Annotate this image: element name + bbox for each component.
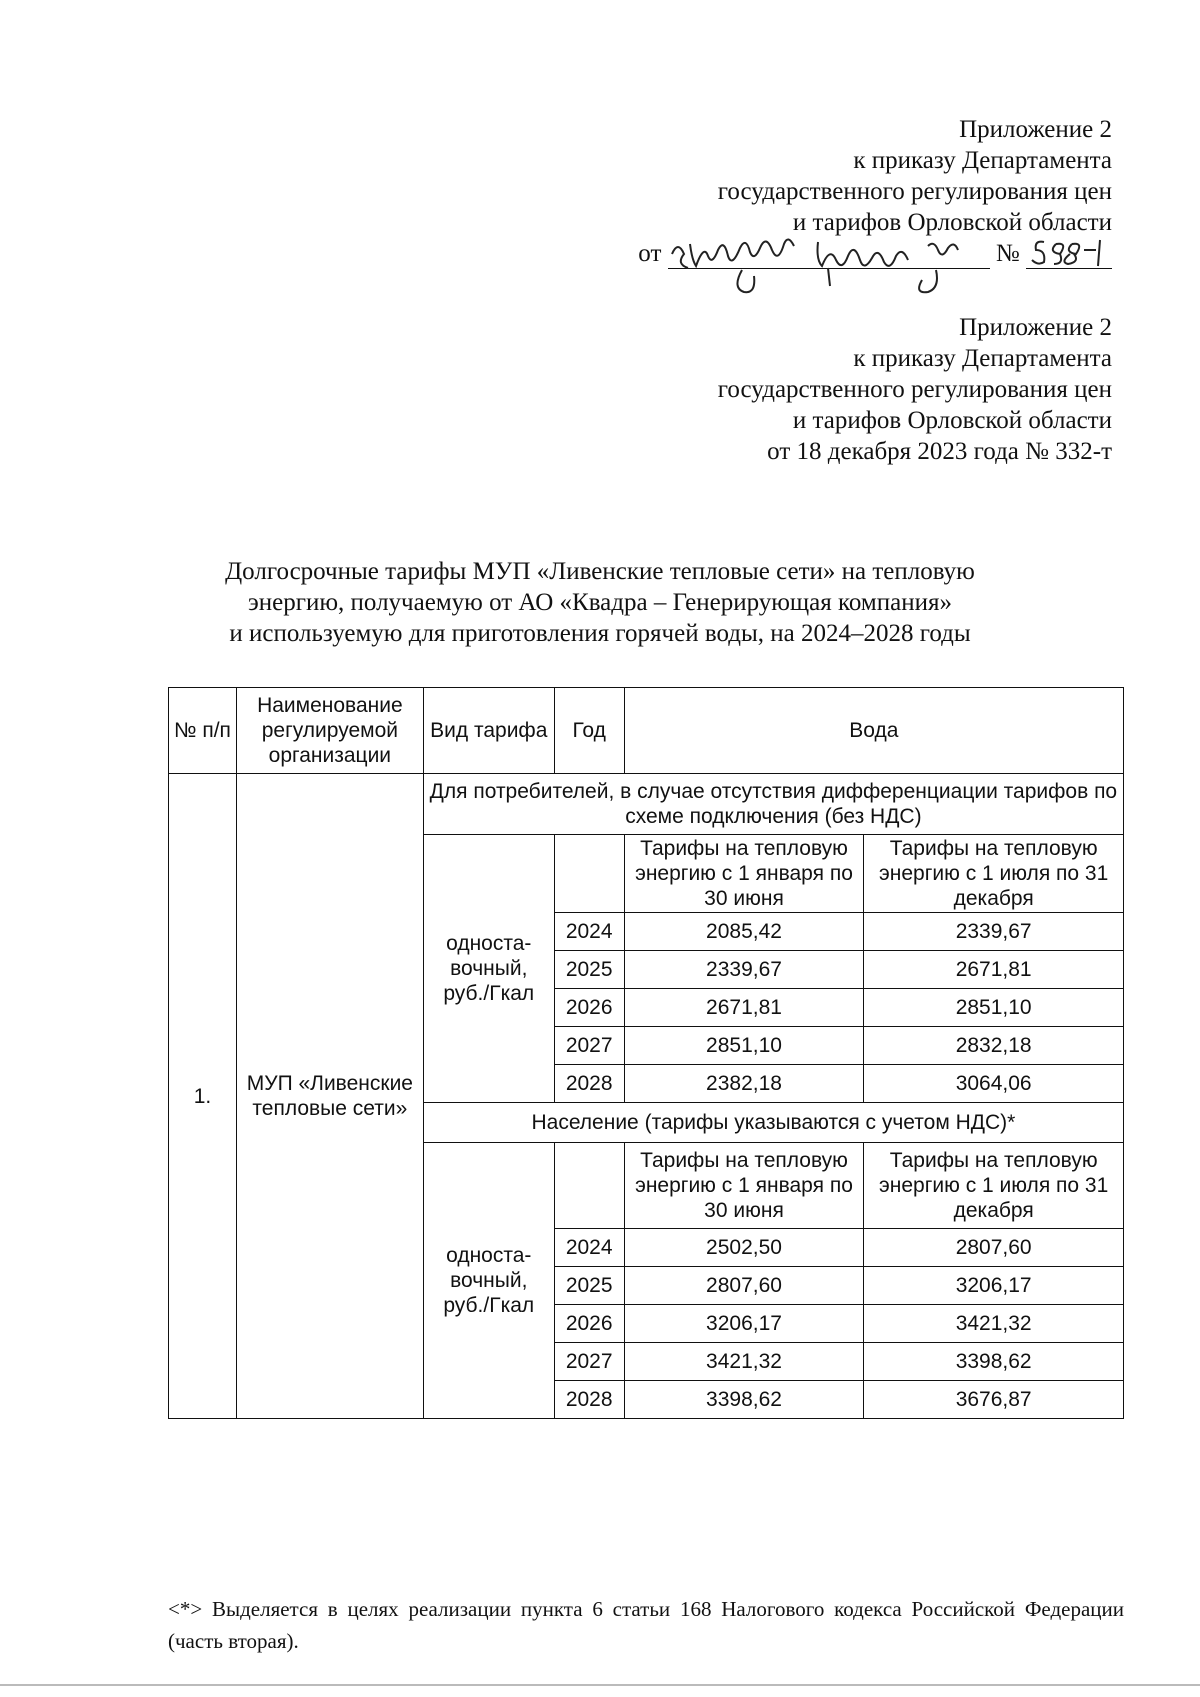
tariff-table	[168, 687, 1124, 1419]
section-2-title: Население (тарифы указываются с учетом НДС)*	[423, 1103, 1123, 1143]
year-cell: 2028	[554, 1065, 624, 1103]
document-title	[150, 556, 1050, 649]
section-1-tariff-type: односта-вочный, руб./Гкал	[423, 835, 554, 1103]
header-num: № п/п	[169, 688, 237, 774]
title-line-3: и используемую для приготовления горячей воды, на 2024–2028 годы	[229, 620, 971, 647]
approval-header	[592, 114, 1112, 274]
approval-line-4: и тарифов Орловской области	[792, 209, 1112, 236]
original-line-5: от 18 декабря 2023 года № 332-т	[767, 438, 1112, 465]
scan-edge-divider	[0, 1684, 1200, 1686]
year-cell: 2024	[554, 1229, 624, 1267]
table-header-row	[169, 688, 1124, 774]
h2-value: 2807,60	[864, 1229, 1124, 1267]
h1-value: 3206,17	[624, 1305, 864, 1343]
h1-value: 3421,32	[624, 1343, 864, 1381]
year-cell: 2026	[554, 1305, 624, 1343]
section-2-tariff-type: односта-вочный, руб./Гкал	[423, 1143, 554, 1419]
original-line-2: к приказу Департамента	[853, 345, 1112, 372]
h2-value: 3064,06	[864, 1065, 1124, 1103]
section-1-title: Для потребителей, в случае отсутствия дифференциации тарифов по схеме подключения (без НДС)	[423, 774, 1123, 835]
approval-date-line	[592, 238, 1112, 274]
section-1-col1-header: Тарифы на тепловую энергию с 1 января по 30 июня	[624, 835, 864, 913]
year-cell: 2028	[554, 1381, 624, 1419]
section-1-col2-header: Тарифы на тепловую энергию с 1 июля по 31 декабря	[864, 835, 1124, 913]
h2-value: 3206,17	[864, 1267, 1124, 1305]
h1-value: 2382,18	[624, 1065, 864, 1103]
approval-from-label: от	[638, 240, 662, 267]
year-cell: 2027	[554, 1343, 624, 1381]
year-cell: 2027	[554, 1027, 624, 1065]
h2-value: 2671,81	[864, 951, 1124, 989]
footnote: <*> Выделяется в целях реализации пункта 6 статьи 168 Налогового кодекса Российской Федерации (часть вторая).	[168, 1597, 1124, 1653]
title-line-2: энергию, получаемую от АО «Квадра – Генерирующая компания»	[248, 589, 952, 616]
h2-value: 2339,67	[864, 913, 1124, 951]
handwritten-number-signature	[1026, 232, 1112, 272]
h1-value: 2671,81	[624, 989, 864, 1027]
section-2-col2-header: Тарифы на тепловую энергию с 1 июля по 31 декабря	[864, 1143, 1124, 1229]
handwritten-date	[668, 242, 990, 269]
organization-name: МУП «Ливенские тепловые сети»	[236, 774, 423, 1419]
approval-line-3: государственного регулирования цен	[717, 178, 1112, 205]
original-line-1: Приложение 2	[959, 314, 1112, 341]
handwritten-number	[1026, 242, 1112, 269]
approval-number-label: №	[995, 240, 1020, 267]
h2-value: 3676,87	[864, 1381, 1124, 1419]
header-type: Вид тарифа	[423, 688, 554, 774]
year-cell: 2024	[554, 913, 624, 951]
h1-value: 2807,60	[624, 1267, 864, 1305]
year-cell: 2025	[554, 1267, 624, 1305]
year-cell: 2026	[554, 989, 624, 1027]
header-org: Наименование регулируемой организации	[236, 688, 423, 774]
original-line-4: и тарифов Орловской области	[792, 407, 1112, 434]
original-header	[592, 312, 1112, 467]
h1-value: 2085,42	[624, 913, 864, 951]
approval-line-1: Приложение 2	[959, 116, 1112, 143]
original-line-3: государственного регулирования цен	[717, 376, 1112, 403]
header-water: Вода	[624, 688, 1123, 774]
title-line-1: Долгосрочные тарифы МУП «Ливенские тепловые сети» на тепловую	[225, 558, 975, 585]
section-1-year-blank	[554, 835, 624, 913]
h2-value: 3421,32	[864, 1305, 1124, 1343]
h1-value: 3398,62	[624, 1381, 864, 1419]
h2-value: 2832,18	[864, 1027, 1124, 1065]
h2-value: 2851,10	[864, 989, 1124, 1027]
h2-value: 3398,62	[864, 1343, 1124, 1381]
section-title-row	[169, 774, 1124, 835]
section-2-year-blank	[554, 1143, 624, 1229]
h1-value: 2339,67	[624, 951, 864, 989]
h1-value: 2502,50	[624, 1229, 864, 1267]
header-year: Год	[554, 688, 624, 774]
year-cell: 2025	[554, 951, 624, 989]
h1-value: 2851,10	[624, 1027, 864, 1065]
approval-line-2: к приказу Департамента	[853, 147, 1112, 174]
section-2-col1-header: Тарифы на тепловую энергию с 1 января по 30 июня	[624, 1143, 864, 1229]
handwritten-date-signature	[668, 232, 990, 302]
row-number: 1.	[169, 774, 237, 1419]
